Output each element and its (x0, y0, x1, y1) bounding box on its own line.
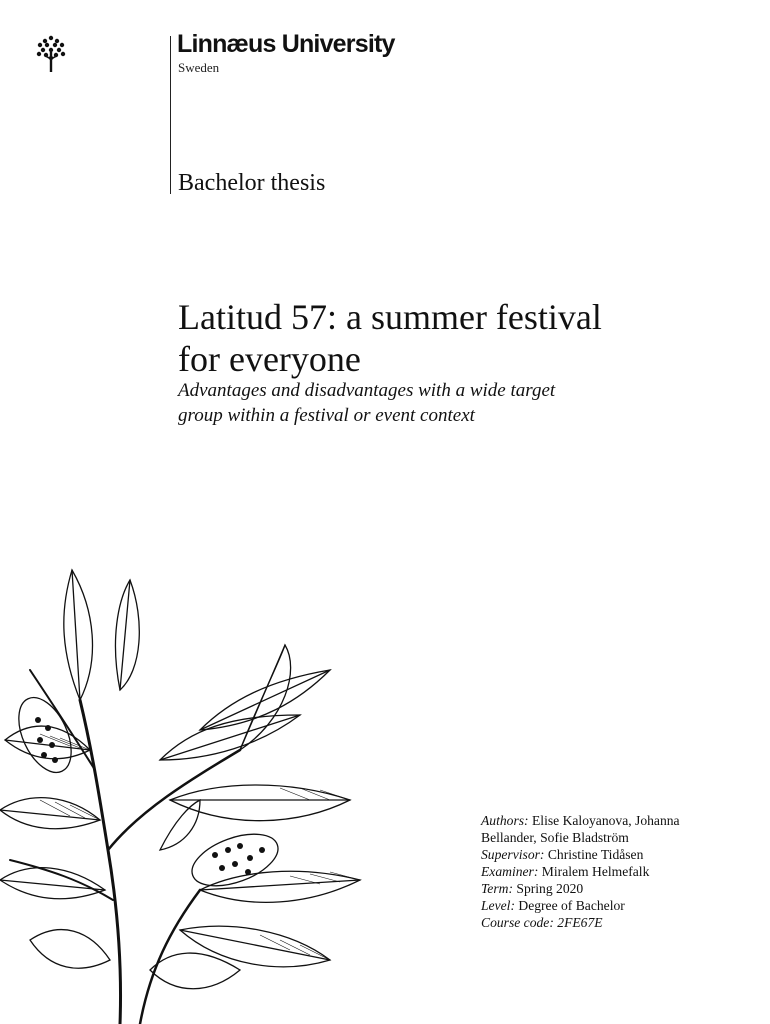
authors-value-2: Bellander, Sofie Bladström (481, 830, 629, 845)
thesis-subtitle-line-2: group within a festival or event context (178, 405, 475, 426)
course-code-label: Course code: (481, 915, 554, 930)
university-country: Sweden (178, 60, 220, 75)
course-code-line (481, 914, 741, 931)
examiner-label: Examiner: (481, 864, 539, 879)
supervisor-label: Supervisor: (481, 847, 545, 862)
thesis-type: Bachelor thesis (178, 170, 326, 196)
term-value: Spring 2020 (516, 881, 584, 896)
course-code-value: 2FE67E (557, 915, 603, 930)
university-name: Linnæus University (177, 30, 395, 58)
supervisor-line (481, 846, 741, 863)
level-label: Level: (481, 898, 515, 913)
term-label: Term: (481, 881, 513, 896)
authors-label: Authors: (481, 813, 529, 828)
thesis-title (178, 296, 698, 380)
logo-divider (170, 36, 171, 194)
botanical-illustration (0, 550, 420, 1024)
examiner-value: Miralem Helmefalk (541, 864, 650, 879)
authors-line-1 (481, 812, 741, 829)
thesis-title-line-2: for everyone (178, 339, 361, 379)
authors-value-1: Elise Kaloyanova, Johanna (531, 813, 680, 828)
level-line (481, 897, 741, 914)
thesis-subtitle (178, 378, 678, 428)
university-tree-icon (34, 34, 68, 74)
examiner-line (481, 863, 741, 880)
level-value: Degree of Bachelor (518, 898, 625, 913)
supervisor-value: Christine Tidåsen (547, 847, 644, 862)
thesis-title-line-1: Latitud 57: a summer festival (178, 297, 602, 337)
thesis-subtitle-line-1: Advantages and disadvantages with a wide target (178, 380, 556, 401)
thesis-metadata (481, 812, 741, 931)
term-line (481, 880, 741, 897)
